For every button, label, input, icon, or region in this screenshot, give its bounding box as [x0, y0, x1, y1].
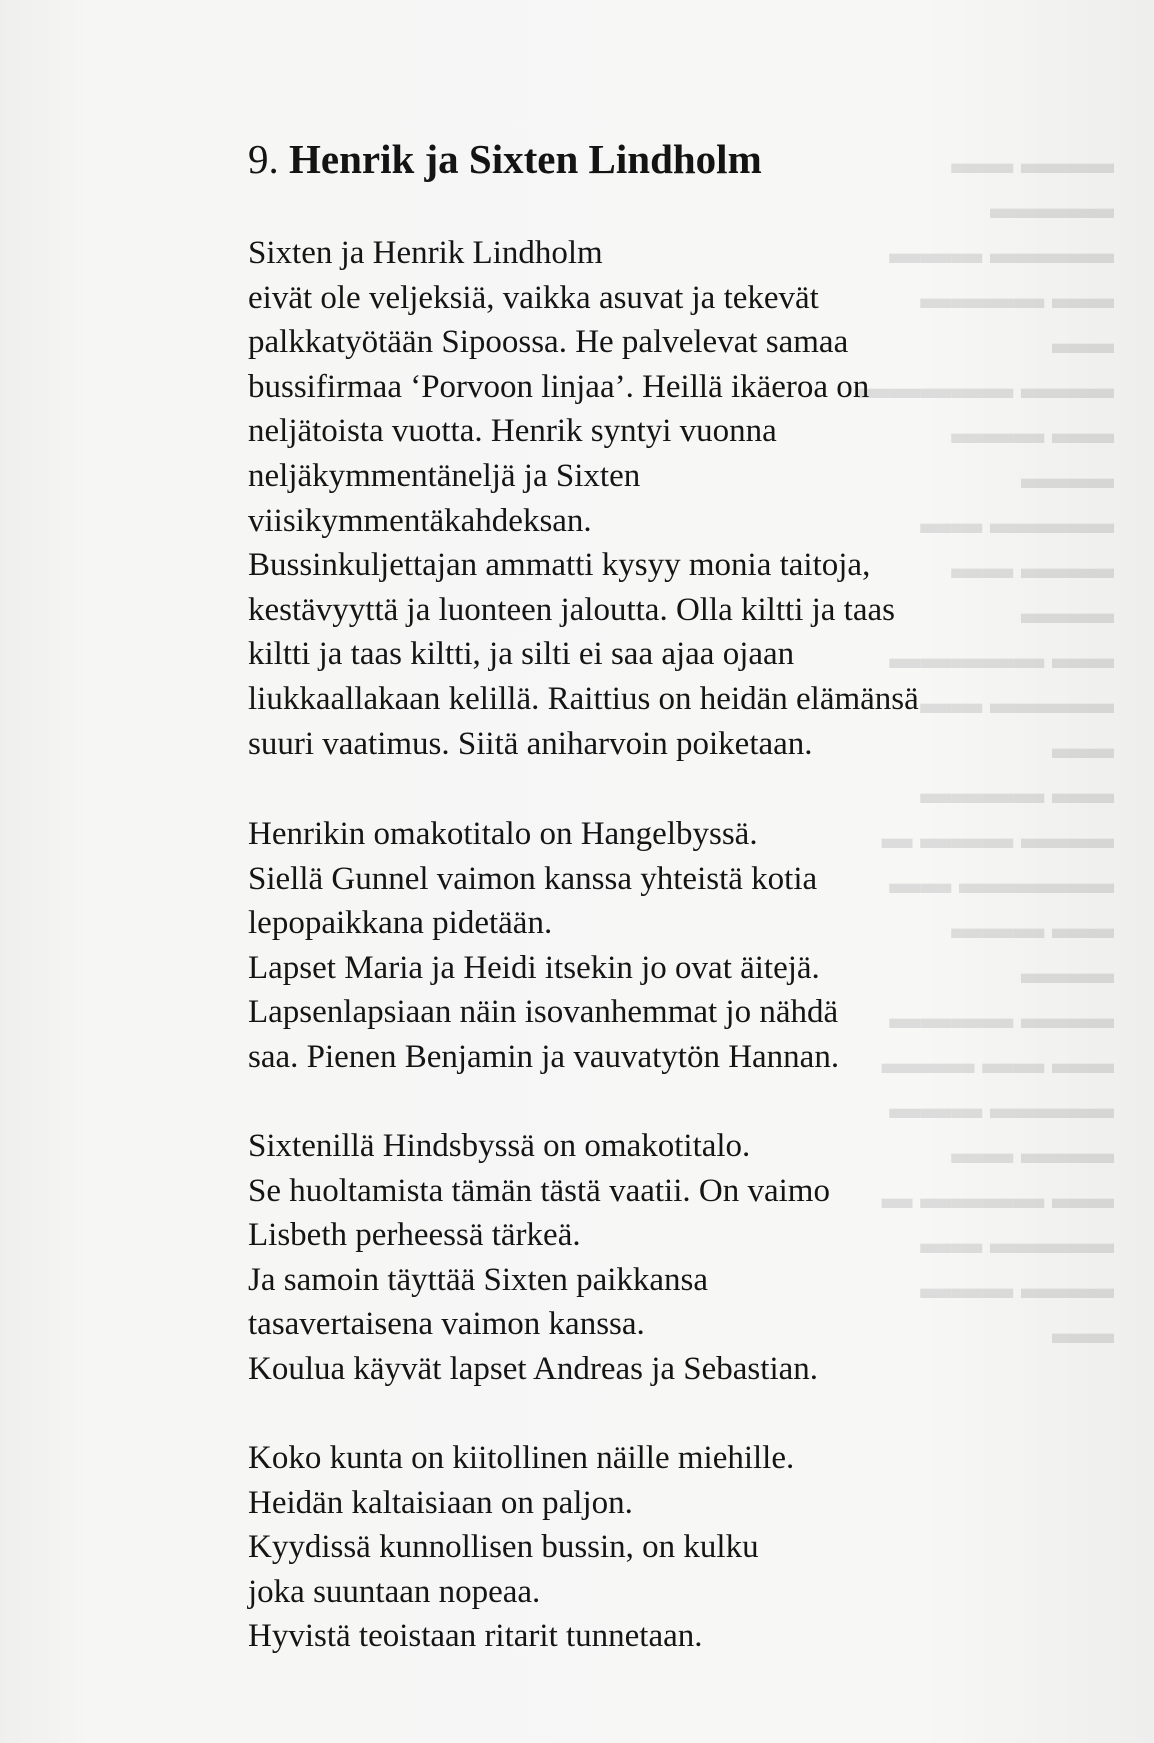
stanza-line: lepopaikkana pidetään. — [248, 905, 553, 942]
stanza-line: tasavertaisena vaimon kanssa. — [248, 1306, 645, 1343]
stanza-line: Sixtenillä Hindsbyssä on omakotitalo. — [248, 1128, 751, 1164]
stanza-line: viisikymmentäkahdeksan. — [248, 502, 592, 539]
stanza-line: Lapset Maria ja Heidi itsekin jo ovat äitejä. — [248, 949, 820, 986]
stanza-line: Koulua käyvät lapset Andreas ja Sebastian. — [248, 1350, 819, 1387]
stanza-line: kestävyyttä ja luonteen jaloutta. Olla kiltti ja taas — [248, 591, 895, 628]
stanza-line: Heidän kaltaisiaan on paljon. — [248, 1484, 633, 1521]
stanza-1 — [248, 231, 919, 766]
stanza-line: liukkaallakaan kelillä. Raittius on heidän elämänsä — [248, 680, 919, 717]
stanza-line: Henrikin omakotitalo on Hangelbyssä. — [248, 816, 758, 852]
chapter-title-text: Henrik ja Sixten Lindholm — [289, 136, 762, 182]
stanza-2 — [248, 812, 839, 1080]
stanza-3 — [248, 1124, 830, 1392]
stanza-line: Bussinkuljettajan ammatti kysyy monia taitoja, — [248, 547, 871, 584]
stanza-line: Lisbeth perheessä tärkeä. — [248, 1217, 581, 1254]
stanza-line: Kyydissä kunnollisen bussin, on kulku — [248, 1529, 759, 1566]
stanza-line: palkkatyötään Sipoossa. He palvelevat samaa — [248, 324, 849, 361]
chapter-number: 9. — [248, 136, 279, 182]
stanza-line: Lapsenlapsiaan näin isovanhemmat jo nähdä — [248, 994, 839, 1031]
stanza-line: bussifirmaa ‘Porvoon linjaa’. Heillä ikäeroa on — [248, 368, 870, 405]
stanza-line: Koko kunta on kiitollinen näille miehille. — [248, 1440, 795, 1476]
stanza-line: neljätoista vuotta. Henrik syntyi vuonna — [248, 413, 777, 450]
show-through-texture: ▬▬▬ ▬▬ ▬▬▬▬ ▬▬▬▬ ▬▬▬ ▬▬ ▬▬▬▬ ▬▬ ▬▬▬ ▬▬▬▬▬ ▬▬ ▬▬▬ ▬▬▬ ▬▬▬▬ ▬▬ ▬▬▬ ▬▬ ▬▬▬ ▬▬ ▬▬▬▬▬ ▬▬▬▬ ▬▬ ▬▬ ▬▬ ▬▬▬▬ ▬▬▬ ▬▬▬ ▬ ▬▬▬▬▬ ▬▬ ▬▬ ▬▬▬ ▬▬▬ ▬▬▬ ▬▬▬▬ ▬▬ ▬▬ ▬▬▬ ▬▬▬▬ ▬▬▬ ▬▬▬ ▬▬ ▬▬ ▬▬▬▬ ▬ ▬▬▬▬ ▬▬ ▬▬▬ ▬▬▬ ▬▬ — [858, 145, 1114, 1350]
stanza-line: neljäkymmentänelјä ja Sixten — [248, 457, 641, 494]
stanza-line: Siellä Gunnel vaimon kanssa yhteistä kotia — [248, 860, 818, 897]
stanza-line: Ja samoin täyttää Sixten paikkansa — [248, 1261, 709, 1298]
stanza-4 — [248, 1436, 794, 1659]
stanza-line: Hyvistä teoistaan ritarit tunnetaan. — [248, 1618, 703, 1655]
stanza-line: Se huoltamista tämän tästä vaatii. On vaimo — [248, 1172, 830, 1209]
chapter-title — [248, 135, 762, 183]
stanza-line: suuri vaatimus. Siitä aniharvoin poiketaan. — [248, 725, 813, 762]
stanza-line: Sixten ja Henrik Lindholm — [248, 235, 603, 271]
stanza-line: eivät ole veljeksiä, vaikka asuvat ja tekevät — [248, 279, 819, 316]
stanza-line: joka suuntaan nopeaa. — [248, 1573, 541, 1610]
stanza-line: kiltti ja taas kiltti, ja silti ei saa ajaa ojaan — [248, 636, 795, 673]
stanza-line: saa. Pienen Benjamin ja vauvatytön Hannan. — [248, 1038, 840, 1075]
